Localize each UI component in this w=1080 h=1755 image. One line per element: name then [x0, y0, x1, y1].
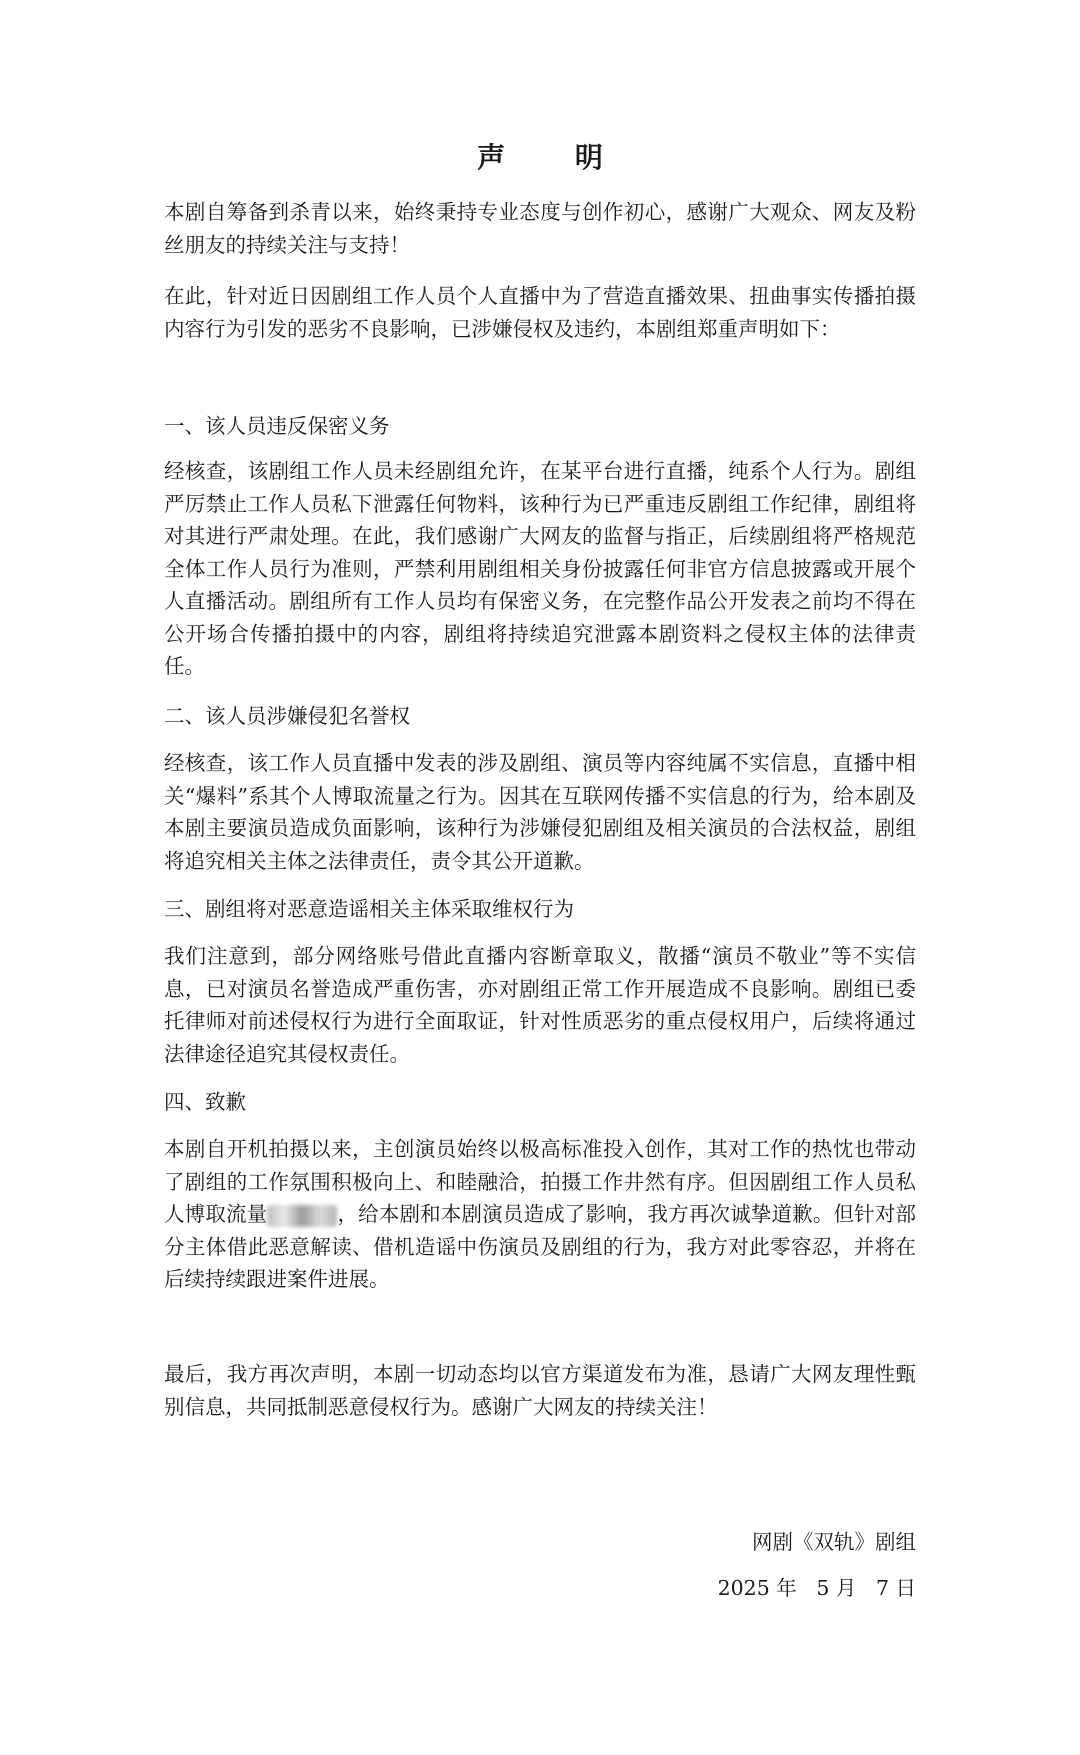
document-title: 声 明: [477, 141, 633, 174]
section-4-body-part-2: ，给本剧和本剧演员造成了影响，我方再次诚挚道歉。但针对部分主体借此恶意解读、借机造谣中伤演员及剧组的行为，我方对此零容忍，并将在后续持续跟进案件进展。: [164, 1202, 917, 1291]
section-4-body-part-1: 本剧自开机拍摄以来，主创演员始终以极高标准投入创作，其对工作的热忱也带动了剧组的工作氛围积极向上、和睦融洽，拍摄工作井然有序。但因剧组工作人员私人博取流量: [164, 1137, 916, 1226]
section-3-heading: 三、剧组将对恶意造谣相关主体采取维权行为: [164, 897, 574, 921]
statement-date: 2025 年 5 月 7 日: [717, 1576, 916, 1600]
section-2-body: 经核查，该工作人员直播中发表的涉及剧组、演员等内容纯属不实信息，直播中相关“爆料”系其个人博取流量之行为。因其在互联网传播不实信息的行为，给本剧及本剧主要演员造成负面影响，该种行为涉嫌侵犯剧组及相关演员的合法权益，剧组将追究相关主体之法律责任，责令其公开道歉。: [164, 751, 916, 873]
section-4-body: [164, 1133, 916, 1296]
signature: 网剧《双轨》剧组: [752, 1530, 916, 1554]
section-1-body: 经核查，该剧组工作人员未经剧组允许，在某平台进行直播，纯系个人行为。剧组严厉禁止工作人员私下泄露任何物料，该种行为已严重违反剧组工作纪律，剧组将对其进行严肃处理。在此，我们感谢广大网友的监督与指正，后续剧组将严格规范全体工作人员行为准则，严禁利用剧组相关身份披露任何非官方信息披露或开展个人直播活动。剧组所有工作人员均有保密义务，在完整作品公开发表之前均不得在公开场合传播拍摄中的内容，剧组将持续追究泄露本剧资料之侵权主体的法律责任。: [164, 459, 916, 678]
section-3-body: 我们注意到，部分网络账号借此直播内容断章取义，散播“演员不敬业”等不实信息，已对演员名誉造成严重伤害，亦对剧组正常工作开展造成不良影响。剧组已委托律师对前述侵权行为进行全面取证，针对性质恶劣的重点侵权用户，后续将通过法律途径追究其侵权责任。: [164, 944, 916, 1066]
closing-paragraph: 最后，我方再次声明，本剧一切动态均以官方渠道发布为准，恳请广大网友理性甄别信息，共同抵制恶意侵权行为。感谢广大网友的持续关注！: [164, 1362, 916, 1419]
intro-paragraph-1: 本剧自筹备到杀青以来，始终秉持专业态度与创作初心，感谢广大观众、网友及粉丝朋友的持续关注与支持！: [164, 200, 916, 257]
intro-paragraph-2: 在此，针对近日因剧组工作人员个人直播中为了营造直播效果、扭曲事实传播拍摄内容行为引发的恶劣不良影响，已涉嫌侵权及违约，本剧组郑重声明如下：: [164, 284, 916, 341]
section-4-heading: 四、致歉: [164, 1090, 246, 1114]
section-1-heading: 一、该人员违反保密义务: [164, 414, 390, 438]
redacted-blur: [267, 1205, 337, 1227]
section-2-heading: 二、该人员涉嫌侵犯名誉权: [164, 704, 410, 728]
